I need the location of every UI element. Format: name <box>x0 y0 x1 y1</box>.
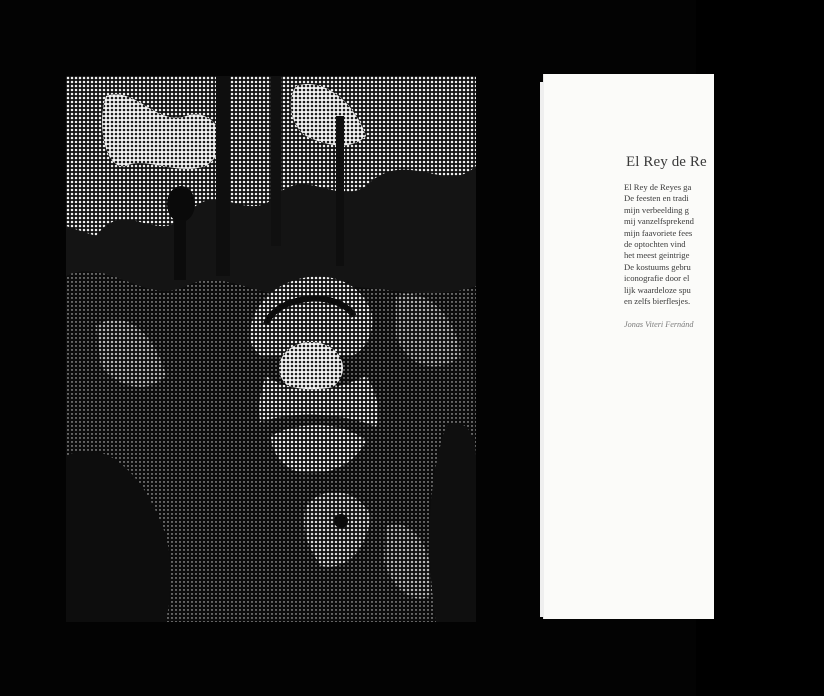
article-title: El Rey de Re <box>626 154 707 170</box>
body-line: El Rey de Reyes ga <box>624 182 692 192</box>
body-line: het meest geintrige <box>624 250 690 261</box>
body-line: de optochten vind <box>624 239 686 250</box>
body-line: De feesten en tradi <box>624 193 689 204</box>
body-line: mijn faavoriete fees <box>624 227 693 238</box>
halftone-photo <box>66 76 476 622</box>
body-line: iconografie door el <box>624 273 690 284</box>
text-page <box>544 74 714 619</box>
article-body <box>624 182 824 307</box>
body-line: De kostuums gebru <box>624 261 691 272</box>
body-line: en zelfs bierflesjes. <box>624 296 691 307</box>
article-author: Jonas Viteri Fernánd <box>624 320 694 329</box>
body-line: lijk waardeloze spu <box>624 284 691 295</box>
body-line: mijn verbeelding g <box>624 204 689 215</box>
body-line: mij vanzelfsprekend <box>624 216 694 227</box>
page-stack-edge <box>540 82 544 617</box>
halftone-photo-page <box>66 76 476 622</box>
